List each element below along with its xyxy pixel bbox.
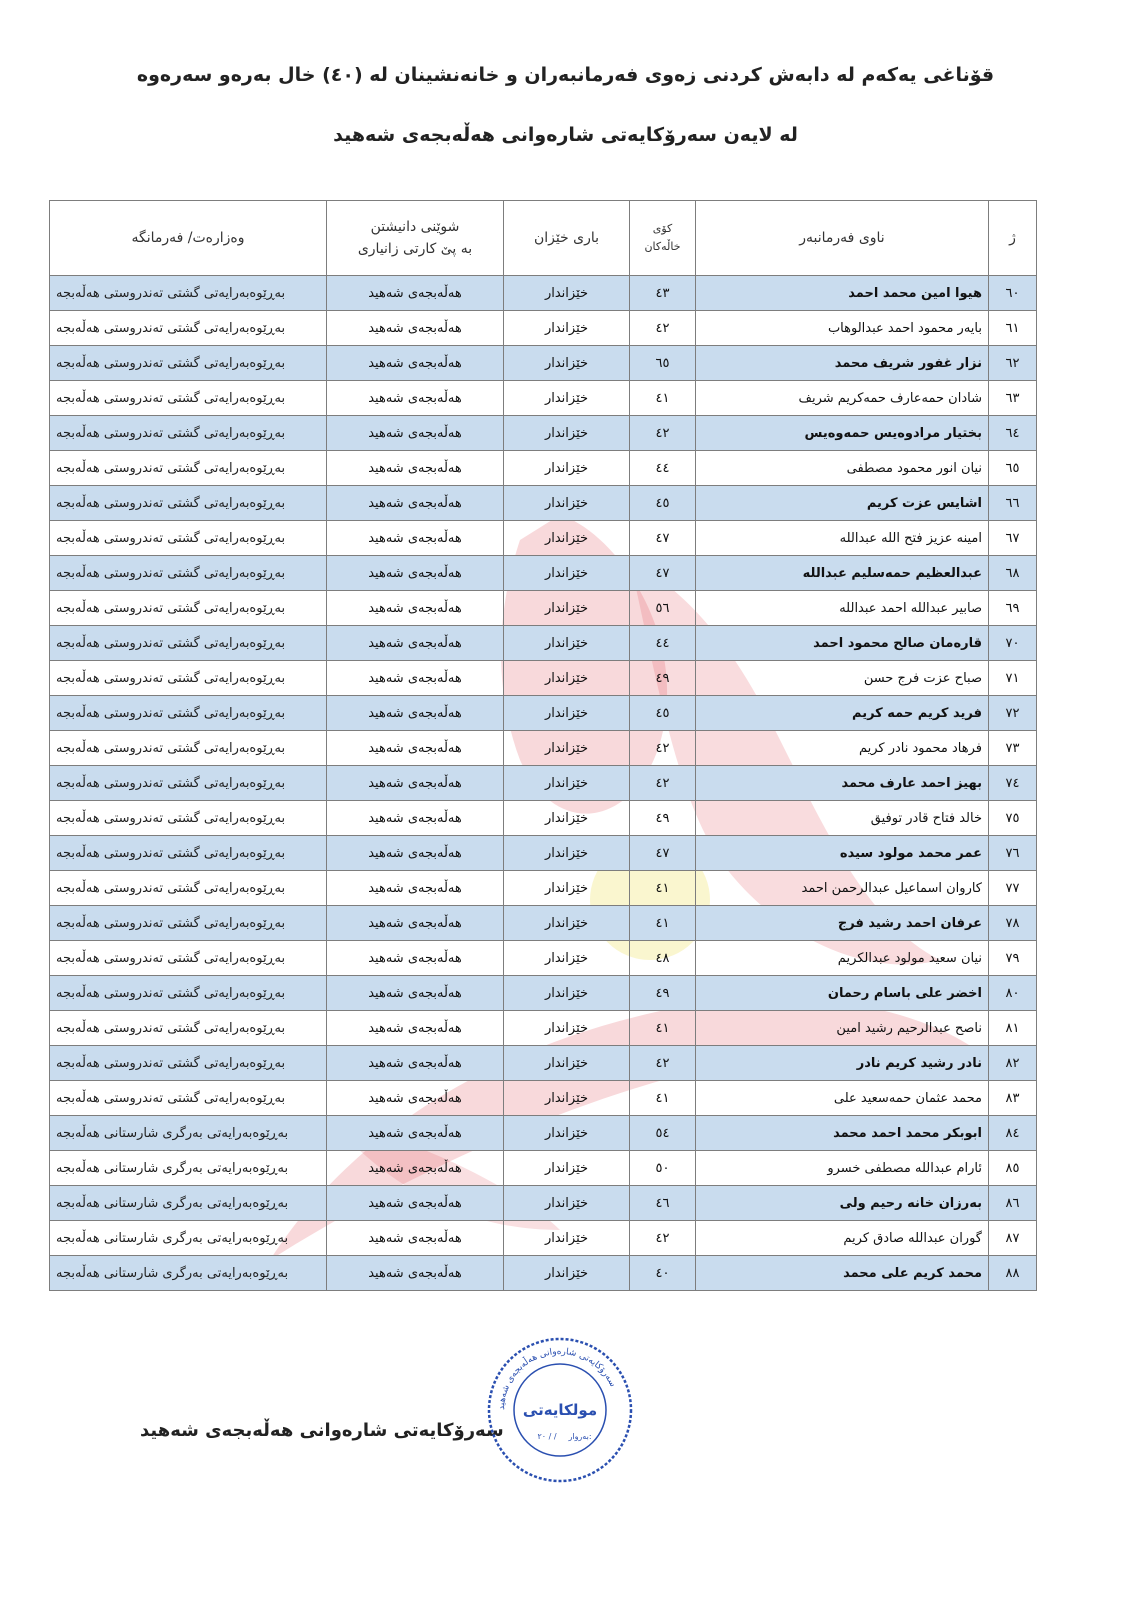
row-number-cell: ٦٦ [989,486,1037,521]
table-row [50,416,1037,451]
employee-name-cell: ئارام عبدالله مصطفی خسرو [696,1151,989,1186]
stamp-seal [485,1335,635,1485]
points-total-cell: ٤١ [630,1081,696,1116]
header-ministry: وەزارەت/ فەرمانگە [50,201,327,276]
row-number-cell: ٧٨ [989,906,1037,941]
table-row [50,836,1037,871]
points-total-cell: ٤٢ [630,1221,696,1256]
marital-status-cell: خێزاندار [504,941,630,976]
points-total-cell: ٤٥ [630,696,696,731]
row-number-cell: ٦٠ [989,276,1037,311]
table-row [50,871,1037,906]
points-total-cell: ٥٤ [630,1116,696,1151]
points-total-cell: ٤٢ [630,766,696,801]
employee-name-cell: اخضر علی باسام رحمان [696,976,989,1011]
marital-status-cell: خێزاندار [504,1186,630,1221]
points-total-cell: ٦٥ [630,346,696,381]
ministry-department-cell: بەڕێوەبەرایەتی گشتی تەندروستی هەڵەبجە [50,836,327,871]
header-place-line2: بە پێ کارتی زانیاری [357,241,473,257]
points-total-cell: ٤١ [630,1011,696,1046]
ministry-department-cell: بەڕێوەبەرایەتی گشتی تەندروستی هەڵەبجە [50,1046,327,1081]
points-total-cell: ٤٢ [630,731,696,766]
residence-place-cell: هەڵەبجەی شەهید [327,1151,504,1186]
ministry-department-cell: بەڕێوەبەرایەتی گشتی تەندروستی هەڵەبجە [50,906,327,941]
points-total-cell: ٤٨ [630,941,696,976]
page-subtitle: لە لایەن سەرۆکایەتی شارەوانی هەڵەبجەی شەهید [333,124,798,146]
row-number-cell: ٧٥ [989,801,1037,836]
row-number-cell: ٧٧ [989,871,1037,906]
points-total-cell: ٤٩ [630,801,696,836]
employee-name-cell: امینە عزیز فتح الله عبدالله [696,521,989,556]
row-number-cell: ٧٤ [989,766,1037,801]
residence-place-cell: هەڵەبجەی شەهید [327,976,504,1011]
residence-place-cell: هەڵەبجەی شەهید [327,1221,504,1256]
residence-place-cell: هەڵەبجەی شەهید [327,731,504,766]
row-number-cell: ٦٣ [989,381,1037,416]
row-number-cell: ٦٧ [989,521,1037,556]
residence-place-cell: هەڵەبجەی شەهید [327,416,504,451]
employee-name-cell: بەرزان خانە رحیم ولی [696,1186,989,1221]
employee-name-cell: بایەر محمود احمد عبدالوهاب [696,311,989,346]
ministry-department-cell: بەڕێوەبەرایەتی گشتی تەندروستی هەڵەبجە [50,871,327,906]
table-row [50,1221,1037,1256]
marital-status-cell: خێزاندار [504,346,630,381]
ministry-department-cell: بەڕێوەبەرایەتی گشتی تەندروستی هەڵەبجە [50,521,327,556]
points-total-cell: ٤٩ [630,976,696,1011]
employee-name-cell: صباح عزت فرج حسن [696,661,989,696]
employee-name-cell: صابیر عبدالله احمد عبدالله [696,591,989,626]
ministry-department-cell: بەڕێوەبەرایەتی گشتی تەندروستی هەڵەبجە [50,556,327,591]
residence-place-cell: هەڵەبجەی شەهید [327,1046,504,1081]
employee-name-cell: نزار غفور شریف محمد [696,346,989,381]
employee-name-cell: فرهاد محمود نادر کریم [696,731,989,766]
table-header-row [50,201,1037,276]
ministry-department-cell: بەڕێوەبەرایەتی گشتی تەندروستی هەڵەبجە [50,381,327,416]
residence-place-cell: هەڵەبجەی شەهید [327,276,504,311]
employee-name-cell: محمد عثمان حمەسعید علی [696,1081,989,1116]
marital-status-cell: خێزاندار [504,661,630,696]
marital-status-cell: خێزاندار [504,1151,630,1186]
points-total-cell: ٤٢ [630,311,696,346]
ministry-department-cell: بەڕێوەبەرایەتی بەرگری شارستانی هەڵەبجە [50,1256,327,1291]
employees-table [49,200,1037,1291]
marital-status-cell: خێزاندار [504,381,630,416]
table-row [50,451,1037,486]
marital-status-cell: خێزاندار [504,486,630,521]
table-row [50,1186,1037,1221]
employee-name-cell: فرید کریم حمە کریم [696,696,989,731]
marital-status-cell: خێزاندار [504,696,630,731]
points-total-cell: ٤٧ [630,521,696,556]
table-row [50,346,1037,381]
header-name: ناوی فەرمانبەر [696,201,989,276]
stamp-date-value: ٢٠ / / [537,1432,557,1441]
row-number-cell: ٦٩ [989,591,1037,626]
ministry-department-cell: بەڕێوەبەرایەتی گشتی تەندروستی هەڵەبجە [50,1081,327,1116]
ministry-department-cell: بەڕێوەبەرایەتی گشتی تەندروستی هەڵەبجە [50,276,327,311]
table-row [50,311,1037,346]
table-row [50,1116,1037,1151]
marital-status-cell: خێزاندار [504,556,630,591]
residence-place-cell: هەڵەبجەی شەهید [327,1186,504,1221]
ministry-department-cell: بەڕێوەبەرایەتی گشتی تەندروستی هەڵەبجە [50,626,327,661]
ministry-department-cell: بەڕێوەبەرایەتی گشتی تەندروستی هەڵەبجە [50,311,327,346]
points-total-cell: ٤٤ [630,626,696,661]
residence-place-cell: هەڵەبجەی شەهید [327,801,504,836]
employee-name-cell: عمر محمد مولود سیدە [696,836,989,871]
table-row [50,801,1037,836]
row-number-cell: ٨١ [989,1011,1037,1046]
row-number-cell: ٧٦ [989,836,1037,871]
stamp-ring-textpath: سەرۆکایەتی شارەوانی هەڵەبجەی شەهید [496,1346,618,1411]
header-score-line2: خاڵەکان [644,240,681,253]
row-number-cell: ٨٢ [989,1046,1037,1081]
row-number-cell: ٧٠ [989,626,1037,661]
points-total-cell: ٥٠ [630,1151,696,1186]
residence-place-cell: هەڵەبجەی شەهید [327,381,504,416]
table-row [50,556,1037,591]
marital-status-cell: خێزاندار [504,276,630,311]
header-number: ژ [989,201,1037,276]
table-row [50,1046,1037,1081]
marital-status-cell: خێزاندار [504,1081,630,1116]
stamp-date-label: بەروار: [568,1432,592,1441]
employee-name-cell: ابوبکر محمد احمد محمد [696,1116,989,1151]
residence-place-cell: هەڵەبجەی شەهید [327,591,504,626]
row-number-cell: ٨٠ [989,976,1037,1011]
ministry-department-cell: بەڕێوەبەرایەتی گشتی تەندروستی هەڵەبجە [50,591,327,626]
ministry-department-cell: بەڕێوەبەرایەتی گشتی تەندروستی هەڵەبجە [50,661,327,696]
points-total-cell: ٤٢ [630,1046,696,1081]
marital-status-cell: خێزاندار [504,1221,630,1256]
points-total-cell: ٤٧ [630,836,696,871]
stamp-center-text: مولکایەتی [522,1401,598,1419]
employee-name-cell: شادان حمەعارف حمەکریم شریف [696,381,989,416]
table-row [50,591,1037,626]
row-number-cell: ٦٥ [989,451,1037,486]
ministry-department-cell: بەڕێوەبەرایەتی بەرگری شارستانی هەڵەبجە [50,1221,327,1256]
points-total-cell: ٥٦ [630,591,696,626]
row-number-cell: ٧٩ [989,941,1037,976]
residence-place-cell: هەڵەبجەی شەهید [327,836,504,871]
page-title: قۆناغی یەکەم لە دابەش کردنی زەوی فەرمانبەران و خانەنشینان لە (٤٠) خال بەرەو سەرەوە [136,64,995,86]
marital-status-cell: خێزاندار [504,311,630,346]
points-total-cell: ٤١ [630,381,696,416]
employee-name-cell: نیان سعید مولود عبدالکریم [696,941,989,976]
employee-name-cell: نیان انور محمود مصطفی [696,451,989,486]
ministry-department-cell: بەڕێوەبەرایەتی گشتی تەندروستی هەڵەبجە [50,416,327,451]
table-row [50,661,1037,696]
marital-status-cell: خێزاندار [504,906,630,941]
employee-name-cell: خالد فتاح قادر توفیق [696,801,989,836]
marital-status-cell: خێزاندار [504,731,630,766]
row-number-cell: ٦١ [989,311,1037,346]
table-row [50,381,1037,416]
marital-status-cell: خێزاندار [504,1011,630,1046]
header-place-line1: شوێنی دانیشتن [370,219,460,235]
header-marital: باری خێزان [504,201,630,276]
residence-place-cell: هەڵەبجەی شەهید [327,1116,504,1151]
points-total-cell: ٤٦ [630,1186,696,1221]
points-total-cell: ٤٣ [630,276,696,311]
table-row [50,486,1037,521]
residence-place-cell: هەڵەبجەی شەهید [327,311,504,346]
ministry-department-cell: بەڕێوەبەرایەتی گشتی تەندروستی هەڵەبجە [50,451,327,486]
marital-status-cell: خێزاندار [504,1116,630,1151]
footer-signature-text: سەرۆکایەتی شارەوانی هەڵەبجەی شەهید [140,1420,504,1441]
residence-place-cell: هەڵەبجەی شەهید [327,1011,504,1046]
employee-name-cell: بهیز احمد عارف محمد [696,766,989,801]
points-total-cell: ٤٢ [630,416,696,451]
marital-status-cell: خێزاندار [504,451,630,486]
employee-name-cell: ناصح عبدالرحیم رشید امین [696,1011,989,1046]
residence-place-cell: هەڵەبجەی شەهید [327,941,504,976]
marital-status-cell: خێزاندار [504,1256,630,1291]
table-row [50,521,1037,556]
marital-status-cell: خێزاندار [504,626,630,661]
employee-name-cell: کاروان اسماعیل عبدالرحمن احمد [696,871,989,906]
ministry-department-cell: بەڕێوەبەرایەتی گشتی تەندروستی هەڵەبجە [50,731,327,766]
table-row [50,696,1037,731]
table-row [50,766,1037,801]
header-place [327,201,504,276]
ministry-department-cell: بەڕێوەبەرایەتی گشتی تەندروستی هەڵەبجە [50,976,327,1011]
table-row [50,976,1037,1011]
points-total-cell: ٤٧ [630,556,696,591]
table-body [50,276,1037,1291]
header-score-line1: کۆی [652,222,673,235]
row-number-cell: ٨٥ [989,1151,1037,1186]
employee-name-cell: اشایس عزت کریم [696,486,989,521]
employee-name-cell: گوران عبدالله صادق کریم [696,1221,989,1256]
points-total-cell: ٤٥ [630,486,696,521]
table-row [50,1151,1037,1186]
employee-name-cell: قارەمان صالح محمود احمد [696,626,989,661]
residence-place-cell: هەڵەبجەی شەهید [327,626,504,661]
ministry-department-cell: بەڕێوەبەرایەتی گشتی تەندروستی هەڵەبجە [50,346,327,381]
ministry-department-cell: بەڕێوەبەرایەتی گشتی تەندروستی هەڵەبجە [50,1011,327,1046]
row-number-cell: ٦٢ [989,346,1037,381]
residence-place-cell: هەڵەبجەی شەهید [327,906,504,941]
employee-name-cell: هیوا امین محمد احمد [696,276,989,311]
row-number-cell: ٦٤ [989,416,1037,451]
residence-place-cell: هەڵەبجەی شەهید [327,1256,504,1291]
residence-place-cell: هەڵەبجەی شەهید [327,556,504,591]
points-total-cell: ٤٠ [630,1256,696,1291]
table-row [50,731,1037,766]
marital-status-cell: خێزاندار [504,591,630,626]
row-number-cell: ٨٣ [989,1081,1037,1116]
employee-name-cell: عرفان احمد رشید فرج [696,906,989,941]
marital-status-cell: خێزاندار [504,766,630,801]
points-total-cell: ٤١ [630,871,696,906]
ministry-department-cell: بەڕێوەبەرایەتی گشتی تەندروستی هەڵەبجە [50,696,327,731]
marital-status-cell: خێزاندار [504,416,630,451]
residence-place-cell: هەڵەبجەی شەهید [327,696,504,731]
table-row [50,941,1037,976]
ministry-department-cell: بەڕێوەبەرایەتی گشتی تەندروستی هەڵەبجە [50,766,327,801]
employee-name-cell: بختیار مرادوەیس حمەوەیس [696,416,989,451]
ministry-department-cell: بەڕێوەبەرایەتی گشتی تەندروستی هەڵەبجە [50,941,327,976]
marital-status-cell: خێزاندار [504,1046,630,1081]
ministry-department-cell: بەڕێوەبەرایەتی بەرگری شارستانی هەڵەبجە [50,1151,327,1186]
ministry-department-cell: بەڕێوەبەرایەتی گشتی تەندروستی هەڵەبجە [50,486,327,521]
points-total-cell: ٤٤ [630,451,696,486]
marital-status-cell: خێزاندار [504,521,630,556]
residence-place-cell: هەڵەبجەی شەهید [327,871,504,906]
header-score [630,201,696,276]
table-row [50,626,1037,661]
row-number-cell: ٨٨ [989,1256,1037,1291]
residence-place-cell: هەڵەبجەی شەهید [327,766,504,801]
table-row [50,1081,1037,1116]
row-number-cell: ٨٤ [989,1116,1037,1151]
points-total-cell: ٤٩ [630,661,696,696]
marital-status-cell: خێزاندار [504,836,630,871]
row-number-cell: ٧١ [989,661,1037,696]
ministry-department-cell: بەڕێوەبەرایەتی بەرگری شارستانی هەڵەبجە [50,1116,327,1151]
row-number-cell: ٧٢ [989,696,1037,731]
marital-status-cell: خێزاندار [504,801,630,836]
residence-place-cell: هەڵەبجەی شەهید [327,1081,504,1116]
ministry-department-cell: بەڕێوەبەرایەتی بەرگری شارستانی هەڵەبجە [50,1186,327,1221]
employee-name-cell: محمد کریم علی محمد [696,1256,989,1291]
residence-place-cell: هەڵەبجەی شەهید [327,451,504,486]
employee-name-cell: عبدالعظیم حمەسلیم عبدالله [696,556,989,591]
row-number-cell: ٦٨ [989,556,1037,591]
residence-place-cell: هەڵەبجەی شەهید [327,521,504,556]
residence-place-cell: هەڵەبجەی شەهید [327,486,504,521]
ministry-department-cell: بەڕێوەبەرایەتی گشتی تەندروستی هەڵەبجە [50,801,327,836]
points-total-cell: ٤١ [630,906,696,941]
table-row [50,1011,1037,1046]
row-number-cell: ٨٦ [989,1186,1037,1221]
table-row [50,1256,1037,1291]
table-row [50,276,1037,311]
row-number-cell: ٧٣ [989,731,1037,766]
residence-place-cell: هەڵەبجەی شەهید [327,661,504,696]
marital-status-cell: خێزاندار [504,976,630,1011]
marital-status-cell: خێزاندار [504,871,630,906]
row-number-cell: ٨٧ [989,1221,1037,1256]
table-row [50,906,1037,941]
residence-place-cell: هەڵەبجەی شەهید [327,346,504,381]
employee-name-cell: نادر رشید کریم نادر [696,1046,989,1081]
